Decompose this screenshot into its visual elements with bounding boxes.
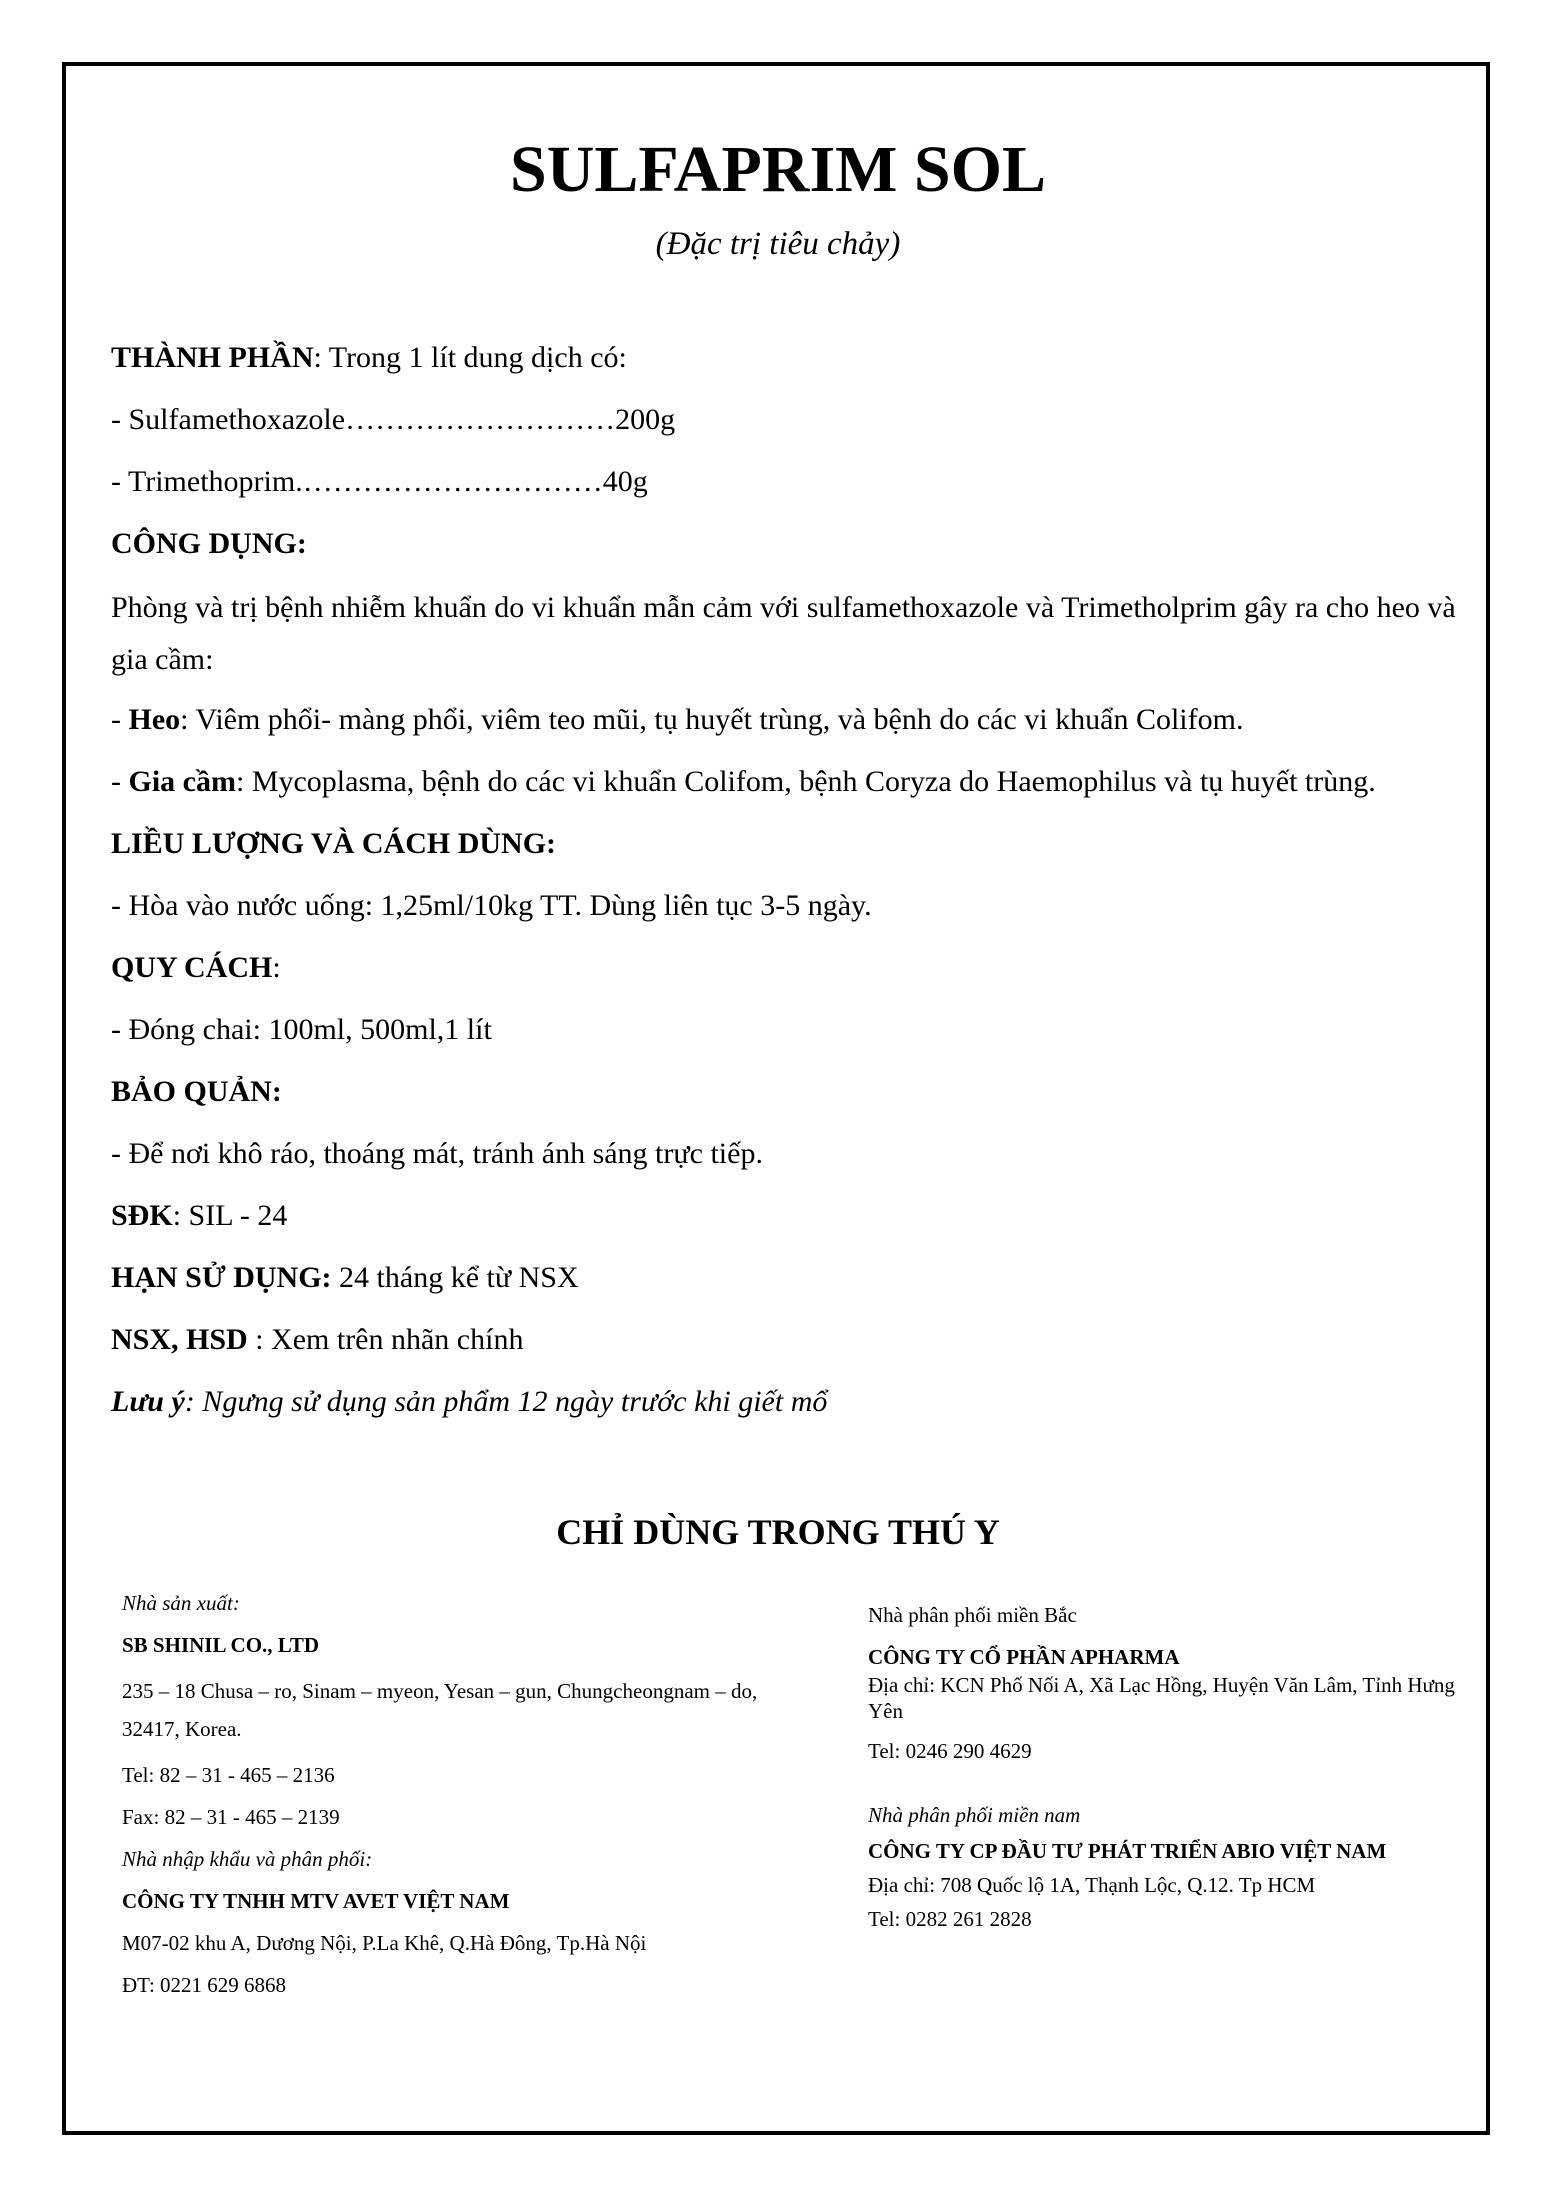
usage-pig: - Heo: Viêm phổi- màng phổi, viêm teo mũi, tụ huyết trùng, và bệnh do các vi khuẩn Colifom. <box>111 703 1244 736</box>
registration-value: : SIL - 24 <box>172 1199 288 1232</box>
manufacturer-tel: Tel: 82 – 31 - 465 – 2136 <box>122 1763 335 1787</box>
label-body <box>111 334 1461 1440</box>
product-title: SULFAPRIM SOL <box>510 133 1046 206</box>
usage-text: Phòng và trị bệnh nhiễm khuẩn do vi khuẩn mẫn cảm với sulfamethoxazole và Trimetholprim gây ra cho heo và gia cầm: <box>111 591 1456 676</box>
shelf-life-line <box>111 1254 1461 1316</box>
packaging-heading <box>111 944 1461 1006</box>
usage-pig-text: : Viêm phổi- màng phổi, viêm teo mũi, tụ huyết trùng, và bệnh do các vi khuẩn Colifom. <box>180 703 1244 736</box>
importer-name: CÔNG TY TNHH MTV AVET VIỆT NAM <box>122 1889 510 1913</box>
dates-label: NSX, HSD <box>111 1323 248 1356</box>
usage-poultry: - Gia cầm: Mycoplasma, bệnh do các vi khuẩn Colifom, bệnh Coryza do Haemophilus và tụ huyết trùng. <box>111 765 1376 798</box>
shelf-life-value: 24 tháng kể từ NSX <box>331 1261 579 1294</box>
ingredient-trimethoprim: - Trimethoprim.…………………………40g <box>111 465 648 498</box>
south-distributor-name: CÔNG TY CP ĐẦU TƯ PHÁT TRIỂN ABIO VIỆT NAM <box>868 1839 1387 1863</box>
composition-heading <box>111 334 1461 396</box>
south-distributor-address: Địa chỉ: 708 Quốc lộ 1A, Thạnh Lộc, Q.12. Tp HCM <box>868 1873 1316 1897</box>
distributor-column <box>868 1600 1488 1934</box>
importer-phone: ĐT: 0221 629 6868 <box>122 1973 287 1997</box>
registration-label: SĐK <box>111 1199 173 1232</box>
importer-header: Nhà nhập khẩu và phân phối: <box>122 1847 373 1871</box>
note-label: Lưu ý <box>111 1385 185 1418</box>
composition-label: THÀNH PHẦN <box>111 341 314 374</box>
manufacturer-address: 235 – 18 Chusa – ro, Sinam – myeon, Yesan – gun, Chungcheongnam – do, 32417, Korea. <box>122 1679 758 1741</box>
dates-value: : Xem trên nhãn chính <box>247 1323 524 1356</box>
note-line <box>111 1378 1461 1440</box>
importer-address: M07-02 khu A, Dương Nội, P.La Khê, Q.Hà Đông, Tp.Hà Nội <box>122 1931 647 1955</box>
storage-heading: BẢO QUẢN: <box>111 1075 282 1108</box>
registration-line <box>111 1192 1461 1254</box>
shelf-life-label: HẠN SỬ DỤNG: <box>111 1261 332 1294</box>
manufacturer-name: SB SHINIL CO., LTD <box>122 1633 320 1657</box>
south-distributor-header: Nhà phân phối miền nam <box>868 1803 1081 1827</box>
dosage-text: - Hòa vào nước uống: 1,25ml/10kg TT. Dùng liên tục 3-5 ngày. <box>111 889 872 922</box>
storage-text: - Để nơi khô ráo, thoáng mát, tránh ánh sáng trực tiếp. <box>111 1137 763 1170</box>
manufacturer-fax: Fax: 82 – 31 - 465 – 2139 <box>122 1805 340 1829</box>
usage-poultry-label: Gia cầm <box>128 765 236 798</box>
dosage-heading: LIỀU LƯỢNG VÀ CÁCH DÙNG: <box>111 827 557 860</box>
composition-intro: : Trong 1 lít dung dịch có: <box>313 341 627 374</box>
manufacturer-column <box>122 1588 812 2000</box>
north-distributor-tel: Tel: 0246 290 4629 <box>868 1739 1032 1763</box>
usage-poultry-text: : Mycoplasma, bệnh do các vi khuẩn Colifom, bệnh Coryza do Haemophilus và tụ huyết trùng. <box>235 765 1376 798</box>
usage-pig-label: Heo <box>128 703 181 736</box>
note-value: : Ngưng sử dụng sản phẩm 12 ngày trước khi giết mổ <box>184 1385 828 1418</box>
packaging-colon: : <box>272 951 281 984</box>
vet-only-heading: CHỈ DÙNG TRONG THÚ Y <box>556 1512 1000 1552</box>
north-distributor-header: Nhà phân phối miền Bắc <box>868 1603 1077 1627</box>
usage-heading: CÔNG DỤNG: <box>111 527 307 560</box>
ingredient-sulfamethoxazole: - Sulfamethoxazole………………………200g <box>111 403 676 436</box>
manufacturer-header: Nhà sản xuất: <box>122 1591 240 1615</box>
north-distributor-name: CÔNG TY CỔ PHẦN APHARMA <box>868 1645 1180 1669</box>
south-distributor-tel: Tel: 0282 261 2828 <box>868 1907 1032 1931</box>
dates-line <box>111 1316 1461 1378</box>
north-distributor-address: Địa chỉ: KCN Phố Nối A, Xã Lạc Hồng, Huyện Văn Lâm, Tỉnh Hưng Yên <box>868 1673 1455 1723</box>
product-subtitle: (Đặc trị tiêu chảy) <box>655 226 901 262</box>
packaging-label: QUY CÁCH <box>111 951 273 984</box>
packaging-text: - Đóng chai: 100ml, 500ml,1 lít <box>111 1013 492 1046</box>
